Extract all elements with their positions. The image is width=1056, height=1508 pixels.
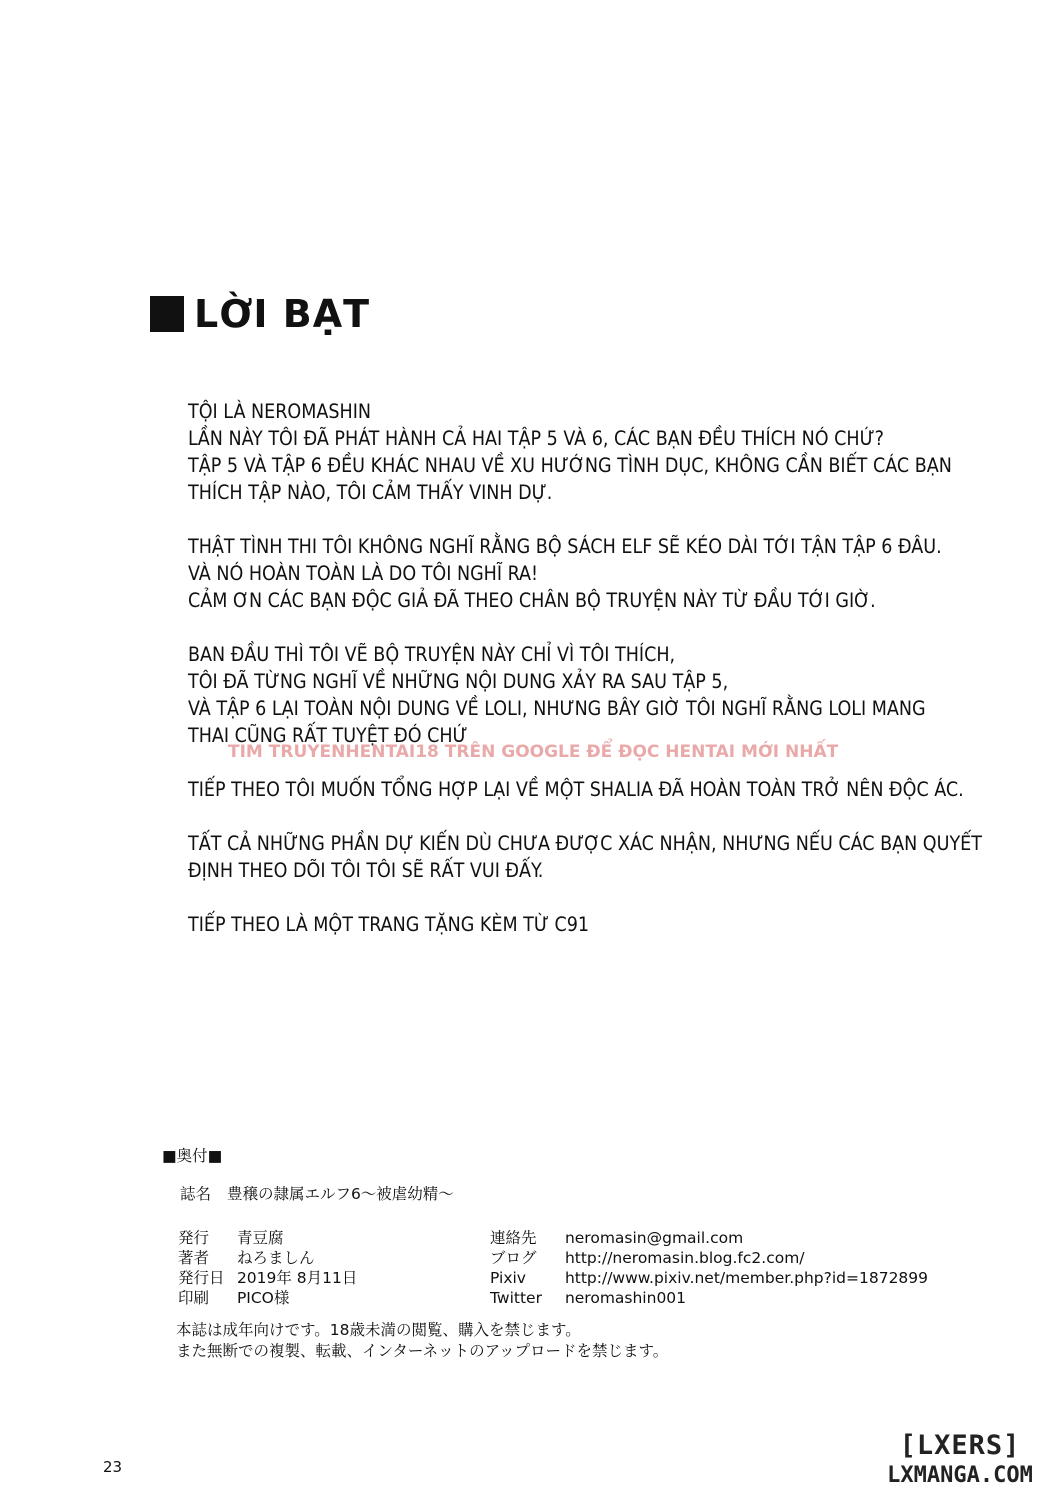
- text-line: THẬT TÌNH THI TÔI KHÔNG NGHĨ RẰNG BỘ SÁCH ELF SẼ KÉO DÀI TỚI TẬN TẬP 6 ĐÂU.: [188, 535, 942, 558]
- info-key: 著者: [178, 1249, 210, 1267]
- text-line: BAN ĐẦU THÌ TÔI VẼ BỘ TRUYỆN NÀY CHỈ VÌ TÔI THÍCH,: [188, 643, 676, 666]
- page-number: 23: [103, 1458, 123, 1476]
- afterword-heading: [150, 292, 370, 336]
- text-line: VÀ NÓ HOÀN TOÀN LÀ DO TÔI NGHĨ RA!: [188, 562, 539, 585]
- text-line: TIẾP THEO LÀ MỘT TRANG TẶNG KÈM TỪ C91: [188, 913, 590, 936]
- text-line: TỘI LÀ NEROMASHIN: [188, 400, 372, 423]
- paragraph: [188, 641, 988, 749]
- text-line: ĐỊNH THEO DÕI TÔI TÔI SẼ RẤT VUI ĐẤY.: [188, 859, 544, 882]
- colophon-title: ■奥付■: [162, 1147, 223, 1165]
- twitter-handle: neromashin001: [564, 1289, 687, 1307]
- age-notice: [176, 1320, 668, 1362]
- info-key: 発行: [178, 1229, 210, 1247]
- info-value: PICO様: [236, 1289, 290, 1307]
- blog-url: http://neromasin.blog.fc2.com/: [564, 1249, 805, 1267]
- text-line: CẢM ƠN CÁC BẠN ĐỘC GIẢ ĐÃ THEO CHÂN BỘ TRUYỆN NÀY TỪ ĐẦU TỚI GIỜ.: [188, 589, 876, 612]
- paragraph: [188, 398, 988, 506]
- text-line: LẦN NÀY TÔI ĐÃ PHÁT HÀNH CẢ HAI TẬP 5 VÀ 6, CÁC BẠN ĐỀU THÍCH NÓ CHỨ?: [188, 427, 884, 450]
- text-line: VÀ TẬP 6 LẠI TOÀN NỘI DUNG VỀ LOLI, NHƯNG BÂY GIỜ TÔI NGHĨ RẰNG LOLI MANG: [188, 697, 926, 720]
- notice-line: また無断での複製、転載、インターネットのアップロードを禁じます。: [176, 1342, 669, 1360]
- heading-title: LỜI BẠT: [194, 292, 371, 336]
- contact-email: neromasin@gmail.com: [564, 1229, 744, 1247]
- site-logo: [880, 1430, 1040, 1490]
- info-value: 青豆腐: [236, 1229, 284, 1247]
- contact-row: [490, 1268, 928, 1288]
- text-line: TẤT CẢ NHỮNG PHẦN DỰ KIẾN DÙ CHƯA ĐƯỢC XÁC NHẬN, NHƯNG NẾU CÁC BẠN QUYẾT: [188, 832, 982, 855]
- watermark: TIM TRUYENHENTAI18 TRÊN GOOGLE ĐỂ ĐỌC HENTAI MỚI NHẤT: [228, 742, 839, 762]
- paragraph: [188, 911, 988, 938]
- pixiv-url: http://www.pixiv.net/member.php?id=1872899: [564, 1269, 929, 1287]
- paragraph: [188, 533, 988, 614]
- logo-line-1: [LXERS]: [899, 1430, 1021, 1461]
- info-row: [178, 1268, 357, 1288]
- contact-row: [490, 1288, 928, 1308]
- contact-row: [490, 1248, 928, 1268]
- info-row: [178, 1248, 357, 1268]
- publication-info: [178, 1228, 357, 1308]
- book-label: 誌名: [180, 1185, 212, 1203]
- contact-key: 連絡先: [490, 1229, 537, 1247]
- contact-key: ブログ: [490, 1249, 537, 1267]
- contact-key: Twitter: [490, 1289, 542, 1307]
- contact-key: Pixiv: [490, 1269, 526, 1287]
- info-key: 発行日: [178, 1269, 225, 1287]
- notice-line: 本誌は成年向けです。18歳未満の閲覧、購入を禁じます。: [176, 1321, 581, 1339]
- contact-row: [490, 1228, 928, 1248]
- paragraph: [188, 830, 988, 884]
- text-line: TÔI ĐÃ TỪNG NGHĨ VỀ NHỮNG NỘI DUNG XẢY RA SAU TẬP 5,: [188, 670, 729, 693]
- afterword-body: [188, 398, 988, 965]
- text-line: TIẾP THEO TÔI MUỐN TỔNG HỢP LẠI VỀ MỘT SHALIA ĐÃ HOÀN TOÀN TRỞ NÊN ĐỘC ÁC.: [188, 778, 964, 801]
- info-value: 2019年 8月11日: [236, 1269, 358, 1287]
- text-line: THAI CŨNG RẤT TUYỆT ĐÓ CHỨ: [188, 724, 468, 747]
- logo-line-2: LXMANGA.COM: [887, 1463, 1033, 1488]
- text-line: TẬP 5 VÀ TẬP 6 ĐỀU KHÁC NHAU VỀ XU HƯỚNG TÌNH DỤC, KHÔNG CẦN BIẾT CÁC BẠN: [188, 454, 952, 477]
- text-line: THÍCH TẬP NÀO, TÔI CẢM THẤY VINH DỰ.: [188, 481, 553, 504]
- info-row: [178, 1228, 357, 1248]
- info-value: ねろましん: [236, 1249, 315, 1267]
- book-title-row: [180, 1182, 454, 1204]
- info-key: 印刷: [178, 1289, 210, 1307]
- heading-square-icon: [150, 296, 184, 332]
- contact-info: [490, 1228, 928, 1308]
- paragraph: [188, 776, 988, 803]
- book-value: 豊穣の隷属エルフ6〜被虐幼精〜: [226, 1185, 454, 1203]
- info-row: [178, 1288, 357, 1308]
